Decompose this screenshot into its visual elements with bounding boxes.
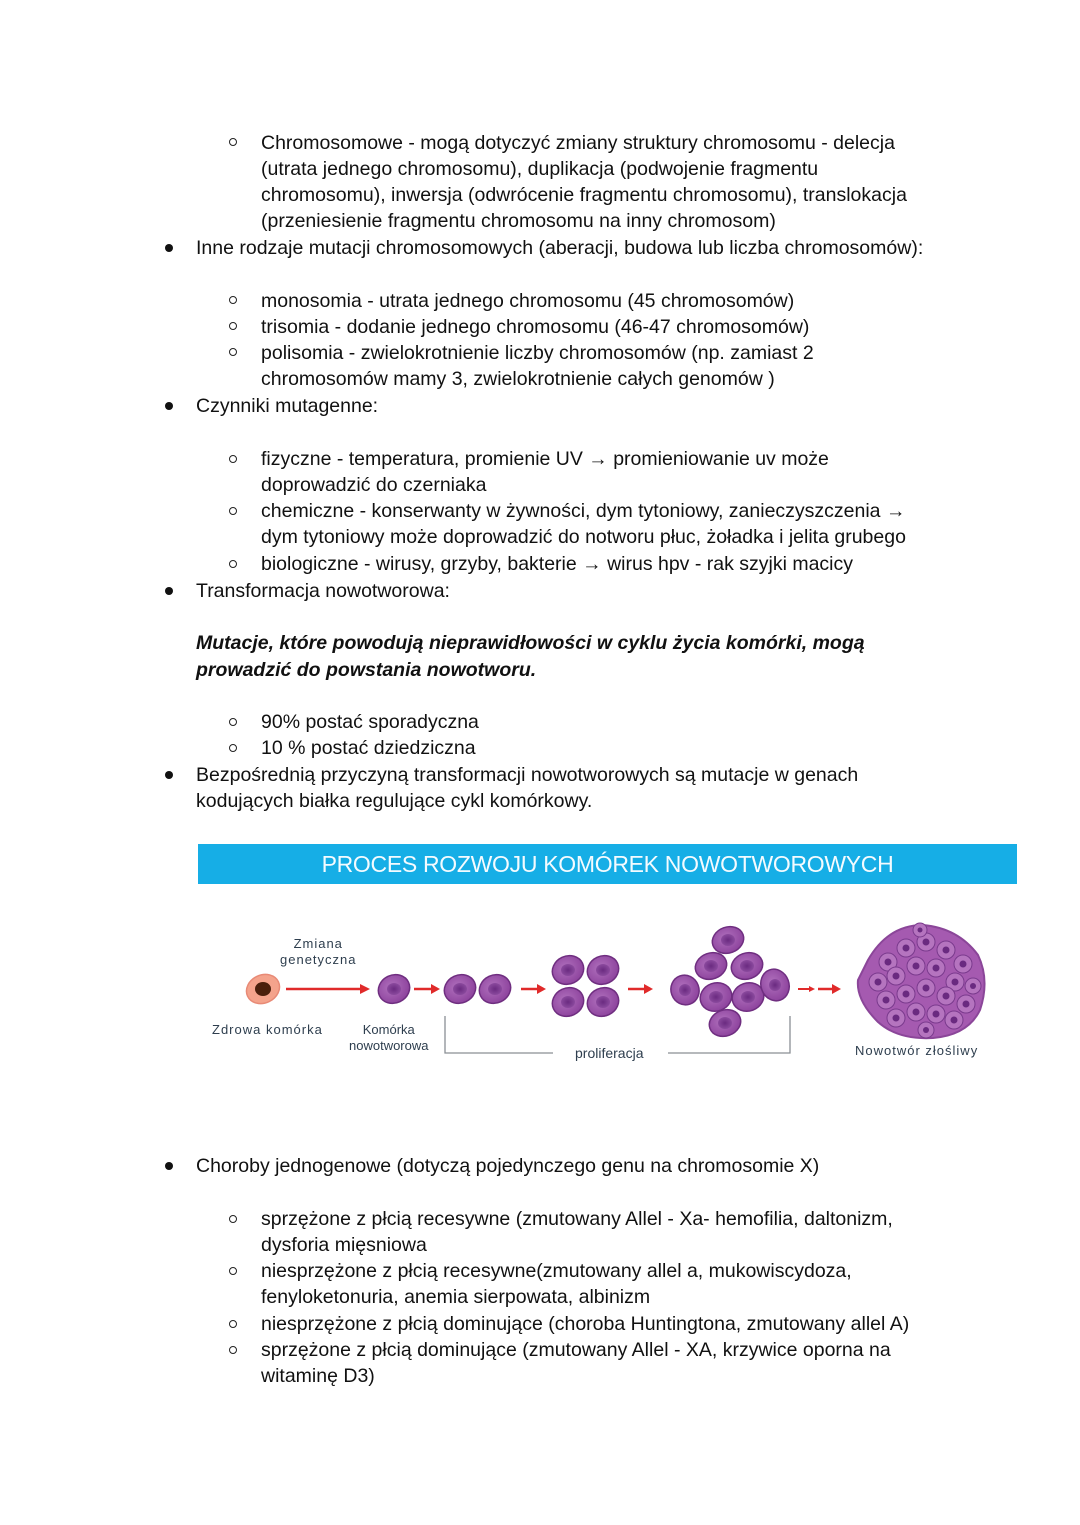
arrow-icon	[414, 984, 440, 994]
list-item: polisomia - zwielokrotnienie liczby chromosomów (np. zamiast 2	[261, 342, 814, 364]
list-item: sprzężone z płcią recesywne (zmutowany Allel - Xa- hemofilia, daltonizm,	[261, 1208, 893, 1230]
hollow-bullet-icon	[229, 455, 237, 463]
hollow-bullet-icon	[229, 1215, 237, 1223]
hollow-bullet-icon	[229, 138, 237, 146]
list-item: monosomia - utrata jednego chromosomu (45 chromosomów)	[261, 290, 795, 312]
cancer-cell-label: Komórka nowotworowa	[349, 1022, 429, 1053]
bullet-icon	[165, 1162, 173, 1170]
list-item-continuation: dym tytoniowy może doprowadzić do notworu płuc, żoładka i jelita grubego	[261, 526, 906, 548]
arrow-icon	[521, 984, 546, 994]
genetic-change-label: Zmiana genetyczna	[280, 936, 357, 967]
list-item: fizyczne - temperatura, promienie UV → promieniowanie uv może	[261, 448, 829, 470]
arrow-icon	[286, 984, 370, 994]
list-item: niesprzężone z płcią dominujące (choroba Huntingtona, zmutowany allel A)	[261, 1313, 910, 1335]
hollow-bullet-icon	[229, 744, 237, 752]
hollow-bullet-icon	[229, 1320, 237, 1328]
cancer-cell-icon	[374, 970, 415, 1009]
proliferation-label: proliferacja	[575, 1045, 644, 1061]
emphasis-text: prowadzić do powstania nowotworu.	[196, 659, 537, 681]
bullet-icon	[165, 771, 173, 779]
hollow-bullet-icon	[229, 560, 237, 568]
list-item: biologiczne - wirusy, grzyby, bakterie → wirus hpv - rak szyjki macicy	[261, 553, 854, 575]
hollow-bullet-icon	[229, 507, 237, 515]
bullet-icon	[165, 587, 173, 595]
bullet-icon	[165, 402, 173, 410]
section-heading: Czynniki mutagenne:	[196, 395, 379, 417]
malignant-tumor-label: Nowotwór złośliwy	[855, 1043, 979, 1058]
emphasis-text: Mutacje, które powodują nieprawidłowości w cyklu życia komórki, mogą	[196, 632, 865, 654]
list-item: 10 % postać dziedziczna	[261, 737, 476, 759]
four-cells-icon	[548, 951, 624, 1022]
list-item-continuation: dysforia mięsniowa	[261, 1234, 427, 1256]
hollow-bullet-icon	[229, 296, 237, 304]
list-item: sprzężone z płcią dominujące (zmutowany Allel - XA, krzywice oporna na	[261, 1339, 891, 1361]
hollow-bullet-icon	[229, 1267, 237, 1275]
hollow-bullet-icon	[229, 348, 237, 356]
healthy-cell-label: Zdrowa komórka	[212, 1022, 323, 1037]
list-item: niesprzężone z płcią recesywne(zmutowany allel a, mukowiscydoza,	[261, 1260, 852, 1282]
text-line: kodujących białka regulujące cykl komórkowy.	[196, 790, 593, 812]
text-line: Chromosomowe - mogą dotyczyć zmiany struktury chromosomu - delecja	[261, 132, 895, 154]
healthy-cell-icon	[242, 969, 285, 1009]
hollow-bullet-icon	[229, 1346, 237, 1354]
section-heading: Choroby jednogenowe (dotyczą pojedynczego genu na chromosomie X)	[196, 1155, 820, 1177]
eight-cells-icon	[667, 922, 794, 1040]
text-line: (utrata jednego chromosomu), duplikacja (podwojenie fragmentu	[261, 158, 819, 180]
malignant-tumor-icon	[858, 923, 985, 1038]
list-item: trisomia - dodanie jednego chromosomu (46-47 chromosomów)	[261, 316, 810, 338]
list-item-continuation: doprowadzić do czerniaka	[261, 474, 487, 496]
arrow-icon	[628, 984, 653, 994]
text-line: Bezpośrednią przyczyną transformacji nowotworowych są mutacje w genach	[196, 764, 859, 786]
section-heading: Transformacja nowotworowa:	[196, 580, 450, 602]
section-heading: Inne rodzaje mutacji chromosomowych (aberacji, budowa lub liczba chromosomów):	[196, 237, 924, 259]
text-line: chromosomu), inwersja (odwrócenie fragmentu chromosomu), translokacja	[261, 184, 907, 206]
list-item: chemiczne - konserwanty w żywności, dym tytoniowy, zanieczyszczenia →	[261, 500, 906, 522]
arrow-icon	[798, 984, 841, 994]
list-item-continuation: witaminę D3)	[261, 1365, 375, 1387]
bullet-icon	[165, 244, 173, 252]
list-item-continuation: chromosomów mamy 3, zwielokrotnienie całych genomów )	[261, 368, 775, 390]
list-item-continuation: fenyloketonuria, anemia sierpowata, albinizm	[261, 1286, 651, 1308]
hollow-bullet-icon	[229, 322, 237, 330]
hollow-bullet-icon	[229, 718, 237, 726]
diagram-title-banner: PROCES ROZWOJU KOMÓREK NOWOTWOROWYCH	[198, 844, 1017, 884]
two-cells-icon	[440, 970, 516, 1009]
list-item: 90% postać sporadyczna	[261, 711, 479, 733]
text-line: (przeniesienie fragmentu chromosomu na inny chromosom)	[261, 210, 776, 232]
